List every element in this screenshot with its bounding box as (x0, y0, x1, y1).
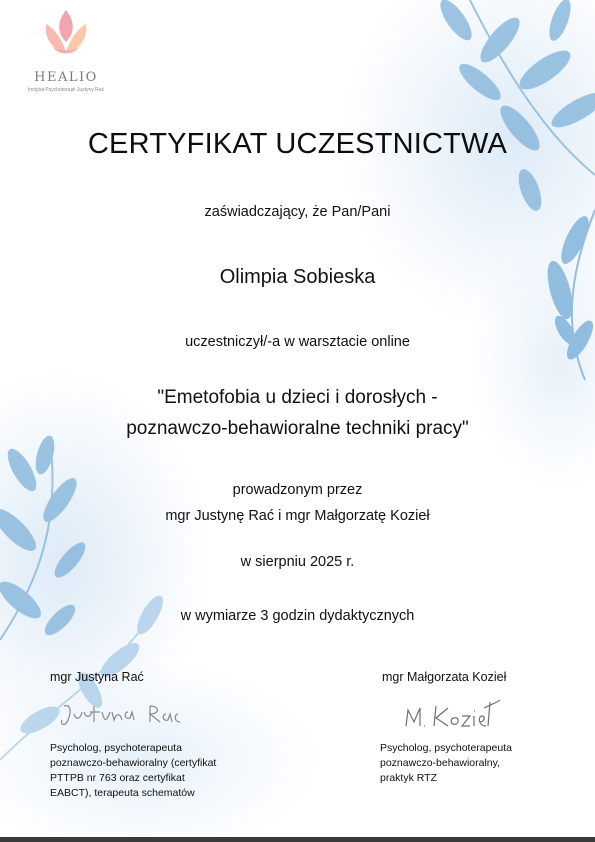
signatory-right-description (380, 741, 512, 786)
right-desc-line1: Psycholog, psychoterapeuta (380, 742, 512, 754)
logo-subtitle: Instytut Psychoterapii Justyny Rać (27, 87, 105, 93)
left-desc-line2: poznawczo-behawioralny (certyfikat (50, 757, 217, 769)
lotus-logo-icon (38, 6, 94, 64)
participant-name: Olimpia Sobieska (219, 266, 376, 288)
signatory-left-name: mgr Justyna Rać (50, 670, 144, 684)
certificate-intro: zaświadczający, że Pan/Pani (204, 204, 391, 220)
workshop-topic-line2: poznawczo-behawioralne techniki pracy" (126, 418, 469, 439)
signatory-left-description (50, 741, 216, 801)
led-by-line2: mgr Justynę Rać i mgr Małgorzatę Kozieł (165, 508, 430, 524)
certificate-title: CERTYFIKAT UCZESTNICTWA (87, 128, 508, 160)
bottom-bar (0, 837, 595, 842)
participation-text: uczestniczył/-a w warsztacie online (185, 334, 410, 350)
workshop-topic-line1: "Emetofobia u dzieci i dorosłych - (157, 387, 438, 408)
signatory-right-name: mgr Małgorzata Kozieł (382, 670, 507, 684)
right-desc-line3: praktyk RTZ (380, 772, 437, 784)
led-by-line1: prowadzonym przez (232, 482, 363, 498)
signature-left-image (58, 700, 188, 730)
workshop-date: w sierpniu 2025 r. (240, 554, 355, 570)
workshop-topic (0, 382, 595, 444)
right-desc-line2: poznawczo-behawioralny, (380, 757, 501, 769)
logo-name: HEALIO (34, 70, 98, 85)
led-by (0, 477, 595, 529)
signature-right-image (400, 696, 500, 732)
left-desc-line1: Psycholog, psychoterapeuta (50, 742, 182, 754)
workshop-hours: w wymiarze 3 godzin dydaktycznych (180, 608, 415, 624)
left-desc-line4: EABCT), terapeuta schematów (50, 787, 195, 799)
left-desc-line3: PTTPB nr 763 oraz certyfikat (50, 772, 185, 784)
healio-logo (26, 6, 106, 93)
